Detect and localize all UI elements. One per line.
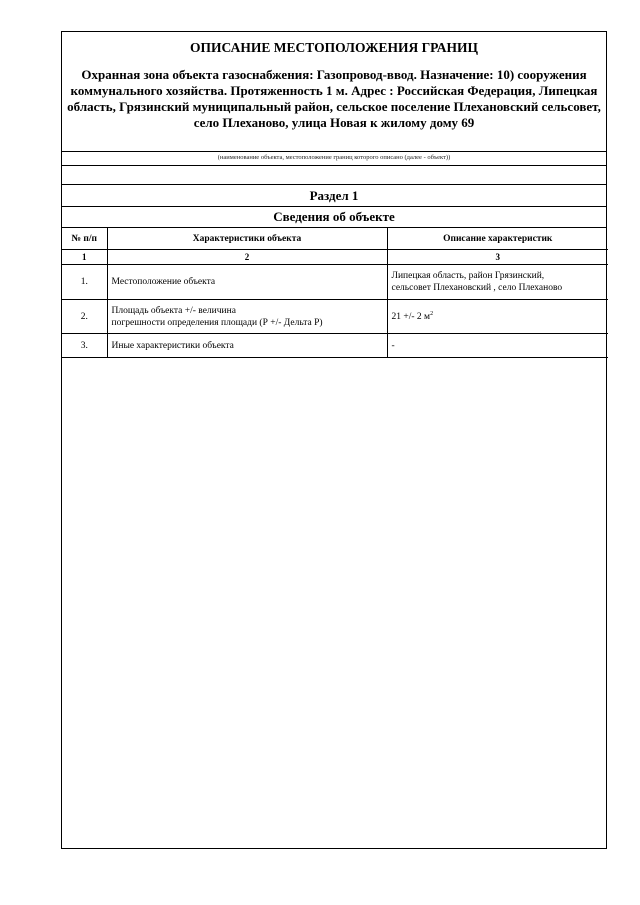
spacer-row xyxy=(62,166,606,185)
table-row xyxy=(62,334,608,358)
header-number: № п/п xyxy=(62,228,107,250)
row-description xyxy=(387,300,608,334)
description-line: Липецкая область, район Грязинский, xyxy=(391,271,545,281)
row-number: 2. xyxy=(62,300,107,334)
object-description: Охранная зона объекта газоснабжения: Газопровод-ввод. Назначение: 10) сооружения коммунального хозяйства. Протяженность 1 м. Адрес : Российская Федерация, Липецкая область, Грязинский муниципальный район, сельское поселение Плехановский сельсовет, село Плеханово, улица Новая к жилому дому 69 xyxy=(67,67,601,130)
section-title: Раздел 1 xyxy=(62,185,606,207)
column-number: 2 xyxy=(107,250,387,265)
header-characteristic: Характеристики объекта xyxy=(107,228,387,250)
area-value: 21 +/- 2 м xyxy=(391,312,431,323)
title-block xyxy=(62,32,606,152)
object-caption: (наименование объекта, местоположение границ которого описано (далее - объект)) xyxy=(62,152,606,166)
section-subtitle: Сведения об объекте xyxy=(62,207,606,228)
column-number-row xyxy=(62,250,608,265)
row-description: - xyxy=(387,334,608,358)
row-number: 1. xyxy=(62,265,107,300)
characteristic-line: Площадь объекта +/- величина xyxy=(111,305,236,316)
row-number: 3. xyxy=(62,334,107,358)
table-header-row xyxy=(62,228,608,250)
description-line: сельсовет Плехановский , село Плеханово xyxy=(391,283,563,293)
page-title: ОПИСАНИЕ МЕСТОПОЛОЖЕНИЯ ГРАНИЦ xyxy=(190,40,478,55)
row-characteristic: Иные характеристики объекта xyxy=(107,334,387,358)
table-row xyxy=(62,265,608,300)
row-characteristic: Местоположение объекта xyxy=(107,265,387,300)
column-number: 1 xyxy=(62,250,107,265)
row-description xyxy=(387,265,608,300)
table-row xyxy=(62,300,608,334)
row-characteristic xyxy=(107,300,387,334)
object-info-table xyxy=(62,228,608,358)
area-unit-superscript: 2 xyxy=(430,310,434,317)
column-number: 3 xyxy=(387,250,608,265)
header-description: Описание характеристик xyxy=(387,228,608,250)
characteristic-line: погрешности определения площади (Р +/- Дельта Р) xyxy=(111,317,323,328)
document-frame xyxy=(61,31,607,849)
